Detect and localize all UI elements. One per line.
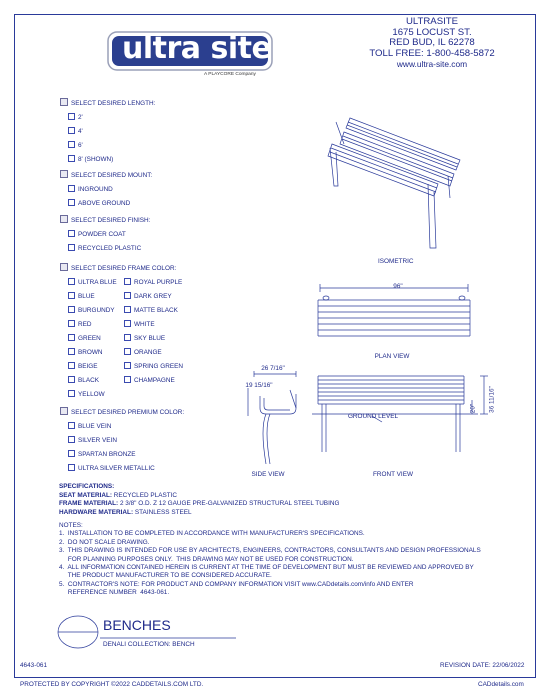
finish-option[interactable]: RECYCLED PLASTIC [68,244,141,253]
seat-material-label: SEAT MATERIAL: [59,491,113,499]
frame-color-option[interactable]: ROYAL PURPLE [124,278,182,287]
checkbox[interactable] [60,170,68,178]
frame-color-option[interactable]: WHITE [124,320,155,329]
checkbox[interactable] [124,320,131,327]
note-line: 4. ALL INFORMATION CONTAINED HEREIN IS CURRENT AT THE TIME OF DEVELOPMENT BUT MUST BE REVIEWED AND APPROVED BY [59,564,474,572]
notes-heading: NOTES: [59,522,83,529]
front-view-drawing [312,370,498,470]
checkbox[interactable] [68,390,75,397]
frame-color-option[interactable]: GREEN [68,334,101,343]
frame-material-value: 2 3/8" O.D. Z 12 GAUGE PRE-GALVANIZED STRUCTURAL STEEL TUBING [119,500,340,508]
checkbox[interactable] [68,113,75,120]
seat-material-value: RECYCLED PLASTIC [113,491,178,499]
notes-block [59,522,481,598]
checkbox[interactable] [124,306,131,313]
frame-color-option[interactable]: MATTE BLACK [124,306,178,315]
note-line: REFERENCE NUMBER 4643-061. [59,589,170,597]
ultrasite-logo [106,30,276,84]
premium-color-option[interactable]: BLUE VEIN [68,422,111,431]
checkbox[interactable] [60,215,68,223]
checkbox[interactable] [68,450,75,457]
side-height-dimension: 19 15/16" [245,382,273,389]
checkbox[interactable] [68,320,75,327]
premium-color-heading[interactable]: SELECT DESIRED PREMIUM COLOR: [60,407,184,417]
premium-color-option[interactable]: SILVER VEIN [68,436,117,445]
note-line: 3. THIS DRAWING IS INTENDED FOR USE BY ARCHITECTS, ENGINEERS, CONTRACTORS, CONSULTANTS AND DESIGN PROFESSIONALS [59,547,481,555]
company-website: www.ultra-site.com [396,59,468,70]
isometric-view-drawing [320,108,480,258]
checkbox[interactable] [68,127,75,134]
frame-color-option[interactable]: DARK GREY [124,292,172,301]
frame-color-option[interactable]: ORANGE [124,348,162,357]
checkbox[interactable] [68,244,75,251]
side-depth-dimension: 26 7/16" [261,365,285,372]
frame-color-option[interactable]: BLUE [68,292,95,301]
checkbox[interactable] [68,334,75,341]
company-address-line2: RED BUD, IL 62278 [389,37,475,49]
mount-option[interactable]: INGROUND [68,185,113,194]
checkbox[interactable] [68,141,75,148]
finish-heading[interactable]: SELECT DESIRED FINISH: [60,215,150,225]
frame-color-option[interactable]: SKY BLUE [124,334,165,343]
checkbox[interactable] [68,348,75,355]
ground-level-label: GROUND LEVEL [347,413,399,420]
checkbox[interactable] [60,407,68,415]
caddetails-link[interactable]: CADdetails.com [478,681,524,688]
checkbox[interactable] [68,278,75,285]
frame-color-option[interactable]: CHAMPAGNE [124,376,175,385]
checkbox[interactable] [124,348,131,355]
checkbox[interactable] [68,155,75,162]
frame-color-option[interactable]: BEIGE [68,362,98,371]
checkbox[interactable] [60,98,68,106]
length-option[interactable]: 4' [68,127,83,136]
premium-color-option[interactable]: ULTRA SILVER METALLIC [68,464,155,473]
drawing-subtitle: DENALI COLLECTION: BENCH [103,641,195,648]
frame-color-option[interactable]: ULTRA BLUE [68,278,117,287]
checkbox[interactable] [68,362,75,369]
isometric-label: ISOMETRIC [378,258,414,265]
mount-option[interactable]: ABOVE GROUND [68,199,130,208]
note-line: 5. CONTRACTOR'S NOTE: FOR PRODUCT AND COMPANY INFORMATION VISIT www.CADdetails.com/info AND ENTER [59,580,414,588]
length-option[interactable]: 8' (SHOWN) [68,155,113,164]
copyright-notice: PROTECTED BY COPYRIGHT ©2022 CADDETAILS.COM LTD. [20,681,204,688]
note-line: FOR PLANNING PURPOSES ONLY. THIS DRAWING MAY NOT BE USED FOR CONSTRUCTION. [59,555,354,563]
frame-color-option[interactable]: BLACK [68,376,99,385]
logo-tagline: A PLAYCORE Company [204,72,256,77]
company-phone: TOLL FREE: 1-800-458-5872 [369,47,495,59]
logo-wordmark: ultra site [122,31,272,66]
premium-color-option[interactable]: SPARTAN BRONZE [68,450,136,459]
checkbox[interactable] [68,436,75,443]
company-address-line1: 1675 LOCUST ST. [392,26,472,38]
frame-material-label: FRAME MATERIAL: [59,500,119,508]
revision-date: REVISION DATE: 22/06/2022 [440,662,525,669]
note-line: THE PRODUCT MANUFACTURER TO BE CONSIDERED ACCURATE. [59,572,272,580]
checkbox[interactable] [68,422,75,429]
front-seat-dimension: 20" [469,403,477,414]
length-heading[interactable]: SELECT DESIRED LENGTH: [60,98,155,108]
specifications-block [59,483,339,517]
frame-color-option[interactable]: SPRING GREEN [124,362,183,371]
length-option[interactable]: 6' [68,141,83,150]
frame-color-option[interactable]: BROWN [68,348,103,357]
company-name: ULTRASITE [405,16,459,27]
checkbox[interactable] [124,292,131,299]
plan-width-dimension: 96" [393,283,403,290]
checkbox[interactable] [124,334,131,341]
plan-view-label: PLAN VIEW [374,353,410,360]
specifications-heading: SPECIFICATIONS: [59,483,115,490]
checkbox[interactable] [68,230,75,237]
checkbox[interactable] [124,278,131,285]
drawing-title: BENCHES [103,617,171,633]
company-info [362,17,502,70]
checkbox[interactable] [60,263,68,271]
hardware-material-label: HARDWARE MATERIAL: [59,508,134,516]
mount-heading[interactable]: SELECT DESIRED MOUNT: [60,170,152,180]
front-height-dimension: 36 11/16" [488,386,496,413]
hardware-material-value: STAINLESS STEEL [134,508,192,516]
checkbox[interactable] [68,185,75,192]
checkbox[interactable] [68,199,75,206]
length-option[interactable]: 2' [68,113,83,122]
finish-option[interactable]: POWDER COAT [68,230,126,239]
front-view-label: FRONT VIEW [372,471,413,478]
note-line: 1. INSTALLATION TO BE COMPLETED IN ACCORDANCE WITH MANUFACTURER'S SPECIFICATIONS. [59,530,365,538]
frame-color-option[interactable]: BURGUNDY [68,306,115,315]
reference-number: 4643-061 [20,662,48,669]
frame-color-heading[interactable]: SELECT DESIRED FRAME COLOR: [60,263,176,273]
checkbox[interactable] [68,306,75,313]
side-view-label: SIDE VIEW [251,471,285,478]
checkbox[interactable] [68,292,75,299]
checkbox[interactable] [68,464,75,471]
frame-color-option[interactable]: YELLOW [68,390,105,399]
frame-color-option[interactable]: RED [68,320,92,329]
checkbox[interactable] [124,376,131,383]
checkbox[interactable] [124,362,131,369]
note-line: 2. DO NOT SCALE DRAWING. [59,538,150,546]
plan-view-drawing [312,280,478,348]
checkbox[interactable] [68,376,75,383]
